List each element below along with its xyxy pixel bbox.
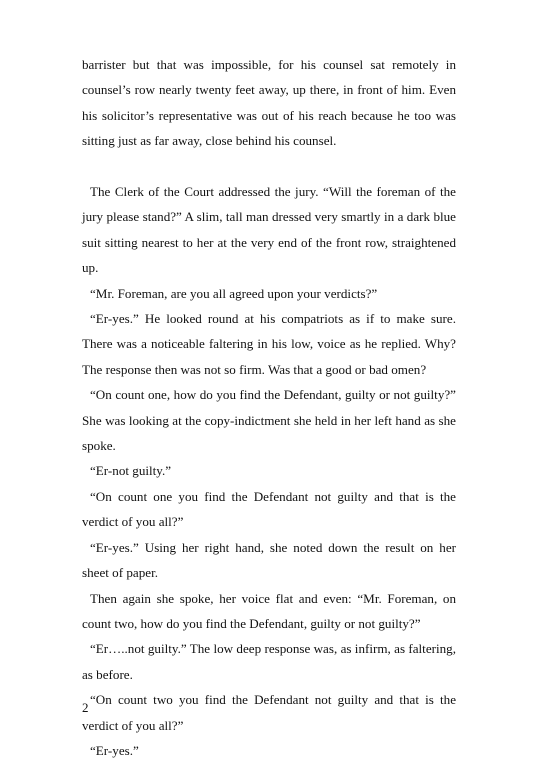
paragraph: The Clerk of the Court addressed the jury. “Will the foreman of the jury please stand?” A slim, tall man dressed very smartly in a dark blue suit sitting nearest to her at the very end of the front row, straightened up.: [82, 184, 456, 276]
page-number: 2: [82, 700, 89, 715]
paragraph: Then again she spoke, her voice flat and even: “Mr. Foreman, on count two, how do you find the Defendant, guilty or not guilty?”: [82, 590, 456, 631]
paragraph: “On count one, how do you find the Defendant, guilty or not guilty?” She was looking at the copy-indictment she held in her left hand as she spoke.: [82, 387, 456, 454]
paragraph: “Mr. Foreman, are you all agreed upon your verdicts?”: [90, 285, 378, 301]
paragraph: “On count two you find the Defendant not guilty and that is the verdict of you all?”: [82, 692, 456, 733]
body-text: [82, 52, 456, 763]
paragraph: “Er-not guilty.”: [90, 463, 172, 479]
paragraph: “On count one you find the Defendant not guilty and that is the verdict of you all?”: [82, 488, 456, 530]
paragraph: barrister but that was impossible, for his counsel sat remotely in counsel’s row nearly twenty feet away, up there, in front of him. Even his solicitor’s representative was out of his reach because he too was sitting just as far away, close behind his counsel.: [82, 57, 456, 149]
paragraph: “Er…..not guilty.” The low deep response was, as infirm, as faltering, as before.: [82, 641, 456, 682]
paragraph: “Er-yes.” He looked round at his compatriots as if to make sure. There was a noticeable faltering in his low, voice as he replied. Why? The response then was not so firm. Was that a good or bad omen?: [82, 311, 456, 377]
paragraph: “Er-yes.”: [90, 742, 139, 758]
paragraph: “Er-yes.” Using her right hand, she noted down the result on her sheet of paper.: [82, 539, 456, 581]
